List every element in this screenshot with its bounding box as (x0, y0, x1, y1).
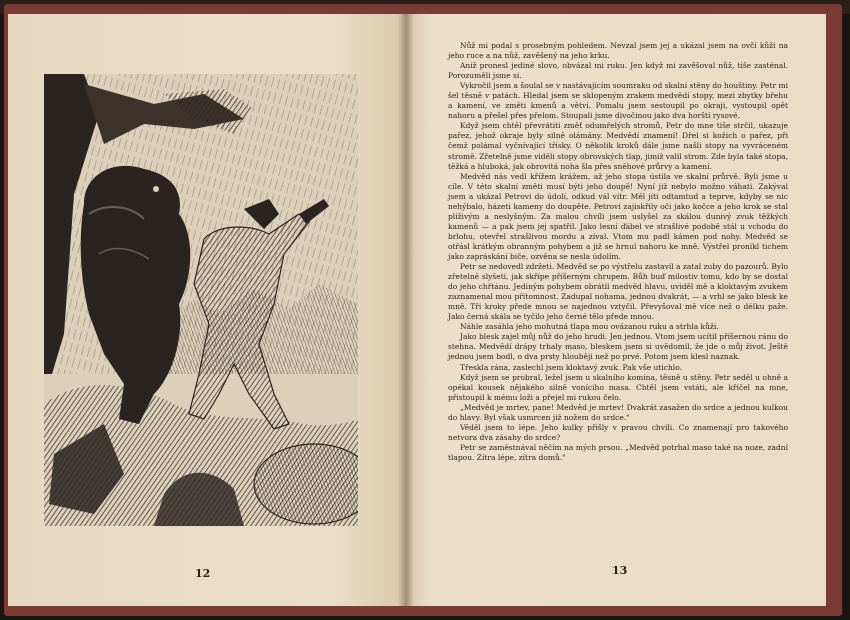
paragraph: „Medvěd je mrtev, pane! Medvěd je mrtev! Dvakrát zasažen do srdce a jednou kulkou do hlavy. Byl však usmrcen již nožem do srdce." (448, 402, 788, 422)
woodcut-illustration-man-fighting-bear (44, 74, 358, 526)
paragraph: Jako blesk zajel můj nůž do jeho hrudi. Jen jednou. Vtom jsem ucítil příšernou ránu do stehna. Medvědí drápy trhaly maso, bleskem jsem si uvědomil, že jde o můj život. Ještě jednou jsem bodl, o dva prsty hlouběji než po prvé. Potom jsem klesl naznak. (448, 332, 788, 362)
paragraph: Když jsem se probral, ležel jsem u skalního komína, těsně u stěny. Petr seděl u ohně a opékal kousek nějakého silně voníciho masa. Chtěl jsem vstáti, ale křičel na mne, přistoupil k mému loži a přejel mi rukou čelo. (448, 372, 788, 402)
paragraph: Medvěd nás vedl křížem krážem, až jeho stopa ústila ve skalní průrvě. Byli jsme u cíle. V této skalní změti musí býti jeho doupě! Nyní již nebylo možno váhati. Zakýval jsem a ukázal Petrovi do údolí, odkud vál vítr. Měl jíti odtamtud a teprve, kdyby se nic nehýbalo, házeti kameny do doupěte. Petrovi zajiskřily oči jako kočce a jeho krok se stal plíživým a neslyšným. Za malou chvíli jsem uslyšel za skálou dunivý zvuk těžkých kamenů — a pak jsem jej spatřil. Jako lesní ďábel ve strašlivé podobě stál u vchodu do brlohu, otevřel strašlivou mordu a zíval. Vtom mu padl kámen pod nohy. Medvěd se otřásl krátkým obranným pohybem a již se hrnul nahoru ke mně. Výstřel pronikl tichem jako zapráskání biče, ozvěna se nesla údolím. (448, 171, 788, 261)
paragraph: Petr se nedovedl zdržeti. Medvěd se po výstřelu zastavil a zatal zuby do pazourů. Bylo zřetelně slyšeti, jak skřípe příšerným chrupem. Bůh buď milostiv tomu, kdo by se dostal do jeho chřtánu. Jediným pohybem obrátil medvěd hlavu, uviděl mě a kloktavým zvukem zaznamenal mou přítomnost. Zadupal nohama, jednou dvakrát, — a vrhl se jako blesk ke mně. Tři kroky přede mnou se najednou vztyčil. Převyšoval mě více než o délku paže. Jako černá skála se tyčilo jeho černé tělo přede mnou. (448, 262, 788, 322)
paragraph: Třeskla rána, zaslechl jsem kloktavý zvuk. Pak vše utichlo. (460, 362, 682, 372)
book-gutter (398, 14, 414, 606)
page-number-right: 13 (612, 564, 628, 577)
bear-eye (153, 186, 159, 192)
paragraph: Nůž mi podal s prosebným pohledem. Nevzal jsem jej a ukázal jsem na ovčí kůži na jeho ruce a na nůž, zavěšený na jeho krku. (448, 41, 788, 61)
paragraph: Petr se zaměstnával něčím na mých prsou. „Medvěd potrhal maso také na noze, zadní tlapou. Zítra lépe, zítra domů." (448, 442, 788, 462)
page-number-left: 12 (195, 567, 211, 580)
paragraph: Věděl jsem to lépe. Jeho kulky přišly v pravou chvíli. Co znamenají pro takového netvora dva zásahy do srdce? (448, 422, 788, 442)
paragraph: Vykročil jsem a šoulal se v nastávajícím soumraku od skalní stěny do houštiny. Petr mi šel těsně v patách. Hledal jsem se sklopeným zrakem medvědí stopy, mezi zbytky břehu a kamení, ve změti kmenů a větví. Pomalu jsem sestoupil po okraji, vystoupil opět nahoru a přešel přes přelom. Stoupali jsme divočinou jako dva horští rysové. (448, 81, 788, 121)
paragraph: Aniž pronesl jediné slovo, obvázal mi ruku. Jen když mi zavěšoval nůž, tiše zasténal. Porozuměli jsme si. (448, 61, 788, 81)
paragraph: Náhle zasáhla jeho mohutná tlapa mou ovázanou ruku a strhla kůži. (460, 322, 719, 332)
right-page-text (448, 41, 788, 463)
paragraph: Když jsem chtěl převrátiti změť odumřelých stromů, Petr do mne tiše strčil, ukazuje pařez, jehož okraje byly silně olámány. Medvědí znamení! Dřel si kožich o pařez, při čemž polámal vyčnívající třísky. O několik kroků dále jsme našli stopy na vyvráceném stromě. Zřetelně jsme viděli stopy obrovských tlap, jimiž valil strom. Zde byla také stopa, těžká a hluboká, jak obrovitá noha šla přes sněhové průrvy a kamení. (448, 121, 788, 171)
